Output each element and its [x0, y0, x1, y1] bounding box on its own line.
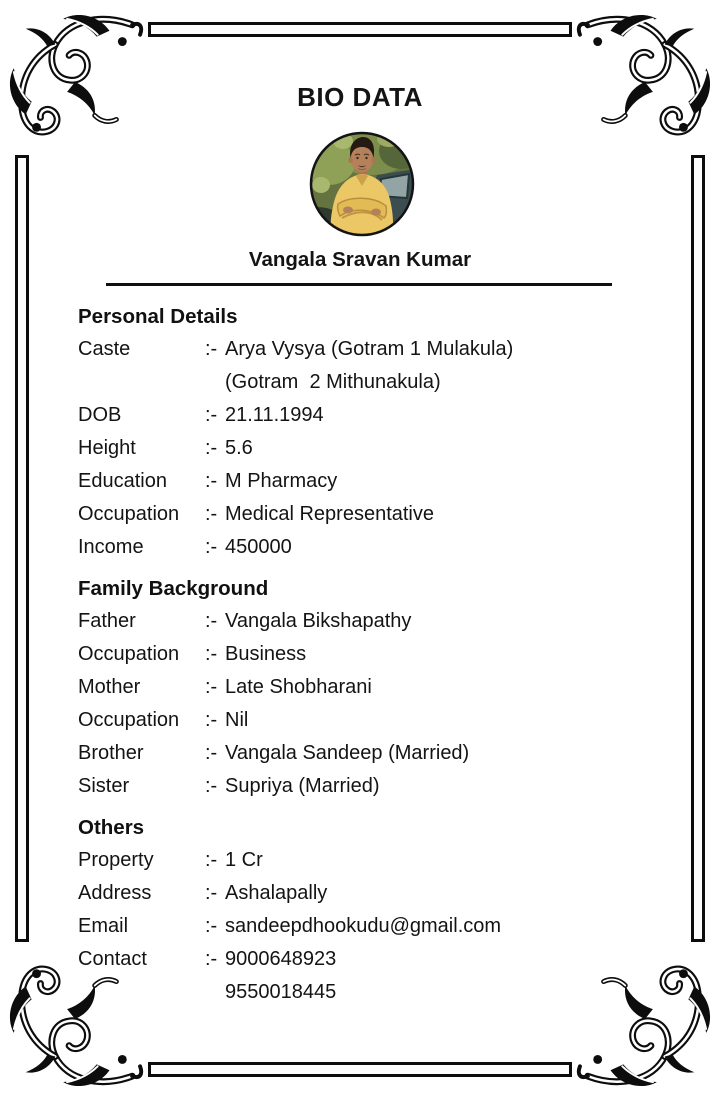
section-personal-details: [78, 300, 653, 564]
field-label: Father: [78, 610, 136, 632]
colon-separator: :-: [205, 437, 218, 459]
profile-photo: [309, 131, 415, 237]
field-label: Occupation: [78, 643, 180, 665]
field-label: DOB: [78, 404, 122, 426]
field-label: Caste: [78, 338, 131, 360]
detail-row: [78, 737, 653, 770]
page-title: BIO DATA: [297, 82, 423, 112]
section-others: [78, 811, 653, 1009]
detail-row: [78, 704, 653, 737]
colon-separator: :-: [205, 470, 218, 492]
field-label: Address: [78, 882, 152, 904]
section-heading: Others: [78, 816, 145, 839]
field-value: 21.11.1994: [225, 404, 324, 426]
colon-separator: :-: [205, 915, 218, 937]
person-name: Vangala Sravan Kumar: [248, 248, 472, 271]
field-value: Supriya (Married): [225, 775, 380, 797]
colon-separator: :-: [205, 404, 218, 426]
colon-separator: :-: [205, 536, 218, 558]
border-bar-left: [15, 155, 29, 942]
detail-row: [78, 943, 653, 1009]
field-label: Mother: [78, 676, 141, 698]
section-family-background: [78, 572, 653, 803]
detail-row: [78, 399, 653, 432]
colon-separator: :-: [205, 338, 218, 360]
field-label: Height: [78, 437, 136, 459]
name-divider: [106, 283, 612, 286]
field-value: Vangala Sandeep (Married): [225, 742, 470, 764]
colon-separator: :-: [205, 643, 218, 665]
border-bar-bottom: [148, 1062, 572, 1077]
detail-row: [78, 671, 653, 704]
field-value: M Pharmacy: [225, 470, 338, 492]
colon-separator: :-: [205, 610, 218, 632]
field-value: 9000648923: [225, 948, 337, 970]
detail-row: [78, 498, 653, 531]
detail-row: [78, 605, 653, 638]
field-label: Brother: [78, 742, 144, 764]
field-value: Arya Vysya (Gotram 1 Mulakula): [225, 338, 514, 360]
field-label: Property: [78, 849, 154, 871]
field-label: Income: [78, 536, 144, 558]
detail-row: [78, 531, 653, 564]
colon-separator: :-: [205, 882, 218, 904]
colon-separator: :-: [205, 709, 218, 731]
floral-corner-icon: [6, 11, 144, 149]
detail-row: [78, 638, 653, 671]
colon-separator: :-: [205, 775, 218, 797]
field-value: Business: [225, 643, 307, 665]
field-label: Occupation: [78, 503, 180, 525]
field-label: Occupation: [78, 709, 180, 731]
field-value email-value: sandeepdhookudu@gmail.com: [225, 915, 502, 937]
field-value-line2: 9550018445: [225, 981, 337, 1003]
colon-separator: :-: [205, 948, 218, 970]
detail-row: [78, 770, 653, 803]
field-value: Vangala Bikshapathy: [225, 610, 412, 632]
detail-row: [78, 877, 653, 910]
detail-row: [78, 333, 653, 399]
detail-row: [78, 432, 653, 465]
field-value: Medical Representative: [225, 503, 434, 525]
colon-separator: :-: [205, 849, 218, 871]
field-value: Late Shobharani: [225, 676, 372, 698]
section-heading: Personal Details: [78, 305, 238, 328]
field-label: Education: [78, 470, 167, 492]
field-label: Email: [78, 915, 129, 937]
field-value: 1 Cr: [225, 849, 263, 871]
field-value: Nil: [225, 709, 249, 731]
colon-separator: :-: [205, 503, 218, 525]
border-bar-right: [691, 155, 705, 942]
field-label: Contact: [78, 948, 147, 970]
field-value: Ashalapally: [225, 882, 328, 904]
border-bar-top: [148, 22, 572, 37]
field-label: Sister: [78, 775, 130, 797]
detail-row: [78, 465, 653, 498]
field-value-line2: (Gotram 2 Mithunakula): [225, 371, 441, 393]
colon-separator: :-: [205, 676, 218, 698]
detail-row: [78, 910, 653, 943]
details-content: [78, 300, 653, 1009]
field-value: 5.6: [225, 437, 253, 459]
portrait-illustration: [309, 131, 415, 237]
detail-row: [78, 844, 653, 877]
colon-separator: :-: [205, 742, 218, 764]
field-value: 450000: [225, 536, 292, 558]
floral-corner-icon: [576, 11, 714, 149]
section-heading: Family Background: [78, 577, 269, 600]
